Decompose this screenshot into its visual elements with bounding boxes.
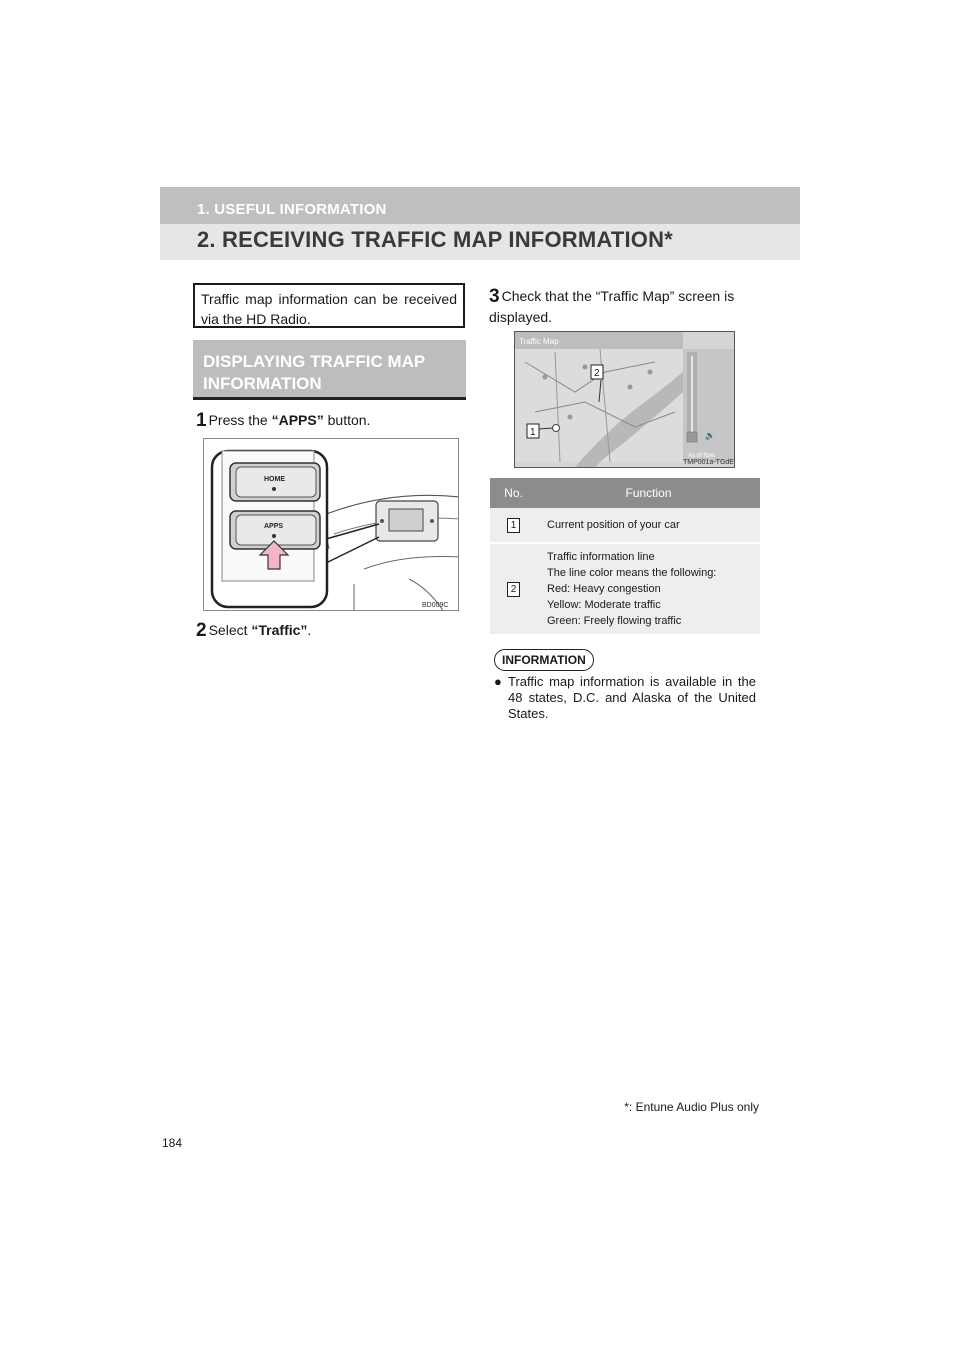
row-number: 1 [507,518,520,533]
row-number: 2 [507,582,520,597]
section-heading [193,340,466,400]
column-header-no: No. [490,478,537,508]
page-title: 2. RECEIVING TRAFFIC MAP INFORMATION* [197,227,673,252]
function-text: Red: Heavy congestion [547,583,661,595]
callout-2: 2 [594,368,600,379]
function-text: The line color means the following: [547,567,717,579]
step-number: 3 [489,286,500,307]
step-text-suffix: button. [323,412,371,428]
step-1 [196,410,370,431]
step-text: Check that the “Traffic Map” screen is displayed. [489,288,735,325]
function-text: Green: Freely flowing traffic [547,615,682,627]
figure-code: BD009C [422,602,449,609]
callout-1: 1 [530,427,536,438]
apps-button-illustration [204,439,459,611]
page-number: 184 [162,1136,183,1150]
column-header-function: Function [537,478,760,508]
apps-button-figure [203,438,459,611]
step-2 [196,620,311,641]
car-position-icon [553,425,560,432]
screen-title: Traffic Map [519,337,559,346]
table-row [490,508,760,543]
function-text: Yellow: Moderate traffic [547,599,661,611]
traffic-map-screen [514,331,735,468]
table-row [490,543,760,635]
bullet-icon: ● [494,674,502,689]
function-text: Traffic information line [547,551,655,563]
intro-box [193,283,465,328]
step-button-name: “Traffic” [251,622,308,638]
step-text: Select [208,622,252,638]
apps-button-label: APPS [264,523,284,530]
traffic-map-illustration [515,332,734,467]
step-button-name: “APPS” [271,412,324,428]
section-heading-line2: INFORMATION [203,374,322,393]
section-heading-line1: DISPLAYING TRAFFIC MAP [203,352,426,371]
intro-text: Traffic map information can be received via the HD Radio. [201,291,457,327]
step-number: 2 [196,620,207,641]
row-function-cell [537,543,760,635]
speaker-icon: 🔊 [705,431,715,440]
step-text-suffix: . [307,622,312,638]
row-function-cell [537,508,760,543]
step-3 [489,286,761,327]
information-badge: INFORMATION [494,649,594,671]
step-text: Press the [208,412,272,428]
footnote: *: Entune Audio Plus only [624,1100,759,1114]
status-text: As of Now [688,453,716,459]
table-header-row [490,478,760,508]
function-table-wrapper [490,478,760,636]
section-label: 1. USEFUL INFORMATION [197,201,387,218]
information-note [494,674,756,722]
home-button-label: HOME [264,476,285,483]
information-text: Traffic map information is available in the 48 states, D.C. and Alaska of the United States. [508,674,756,721]
function-table [490,478,760,636]
function-text: Current position of your car [547,519,680,531]
figure-code: TMP001a-TGdE [683,459,734,466]
step-number: 1 [196,410,207,431]
row-number-cell [490,508,537,543]
row-number-cell [490,543,537,635]
